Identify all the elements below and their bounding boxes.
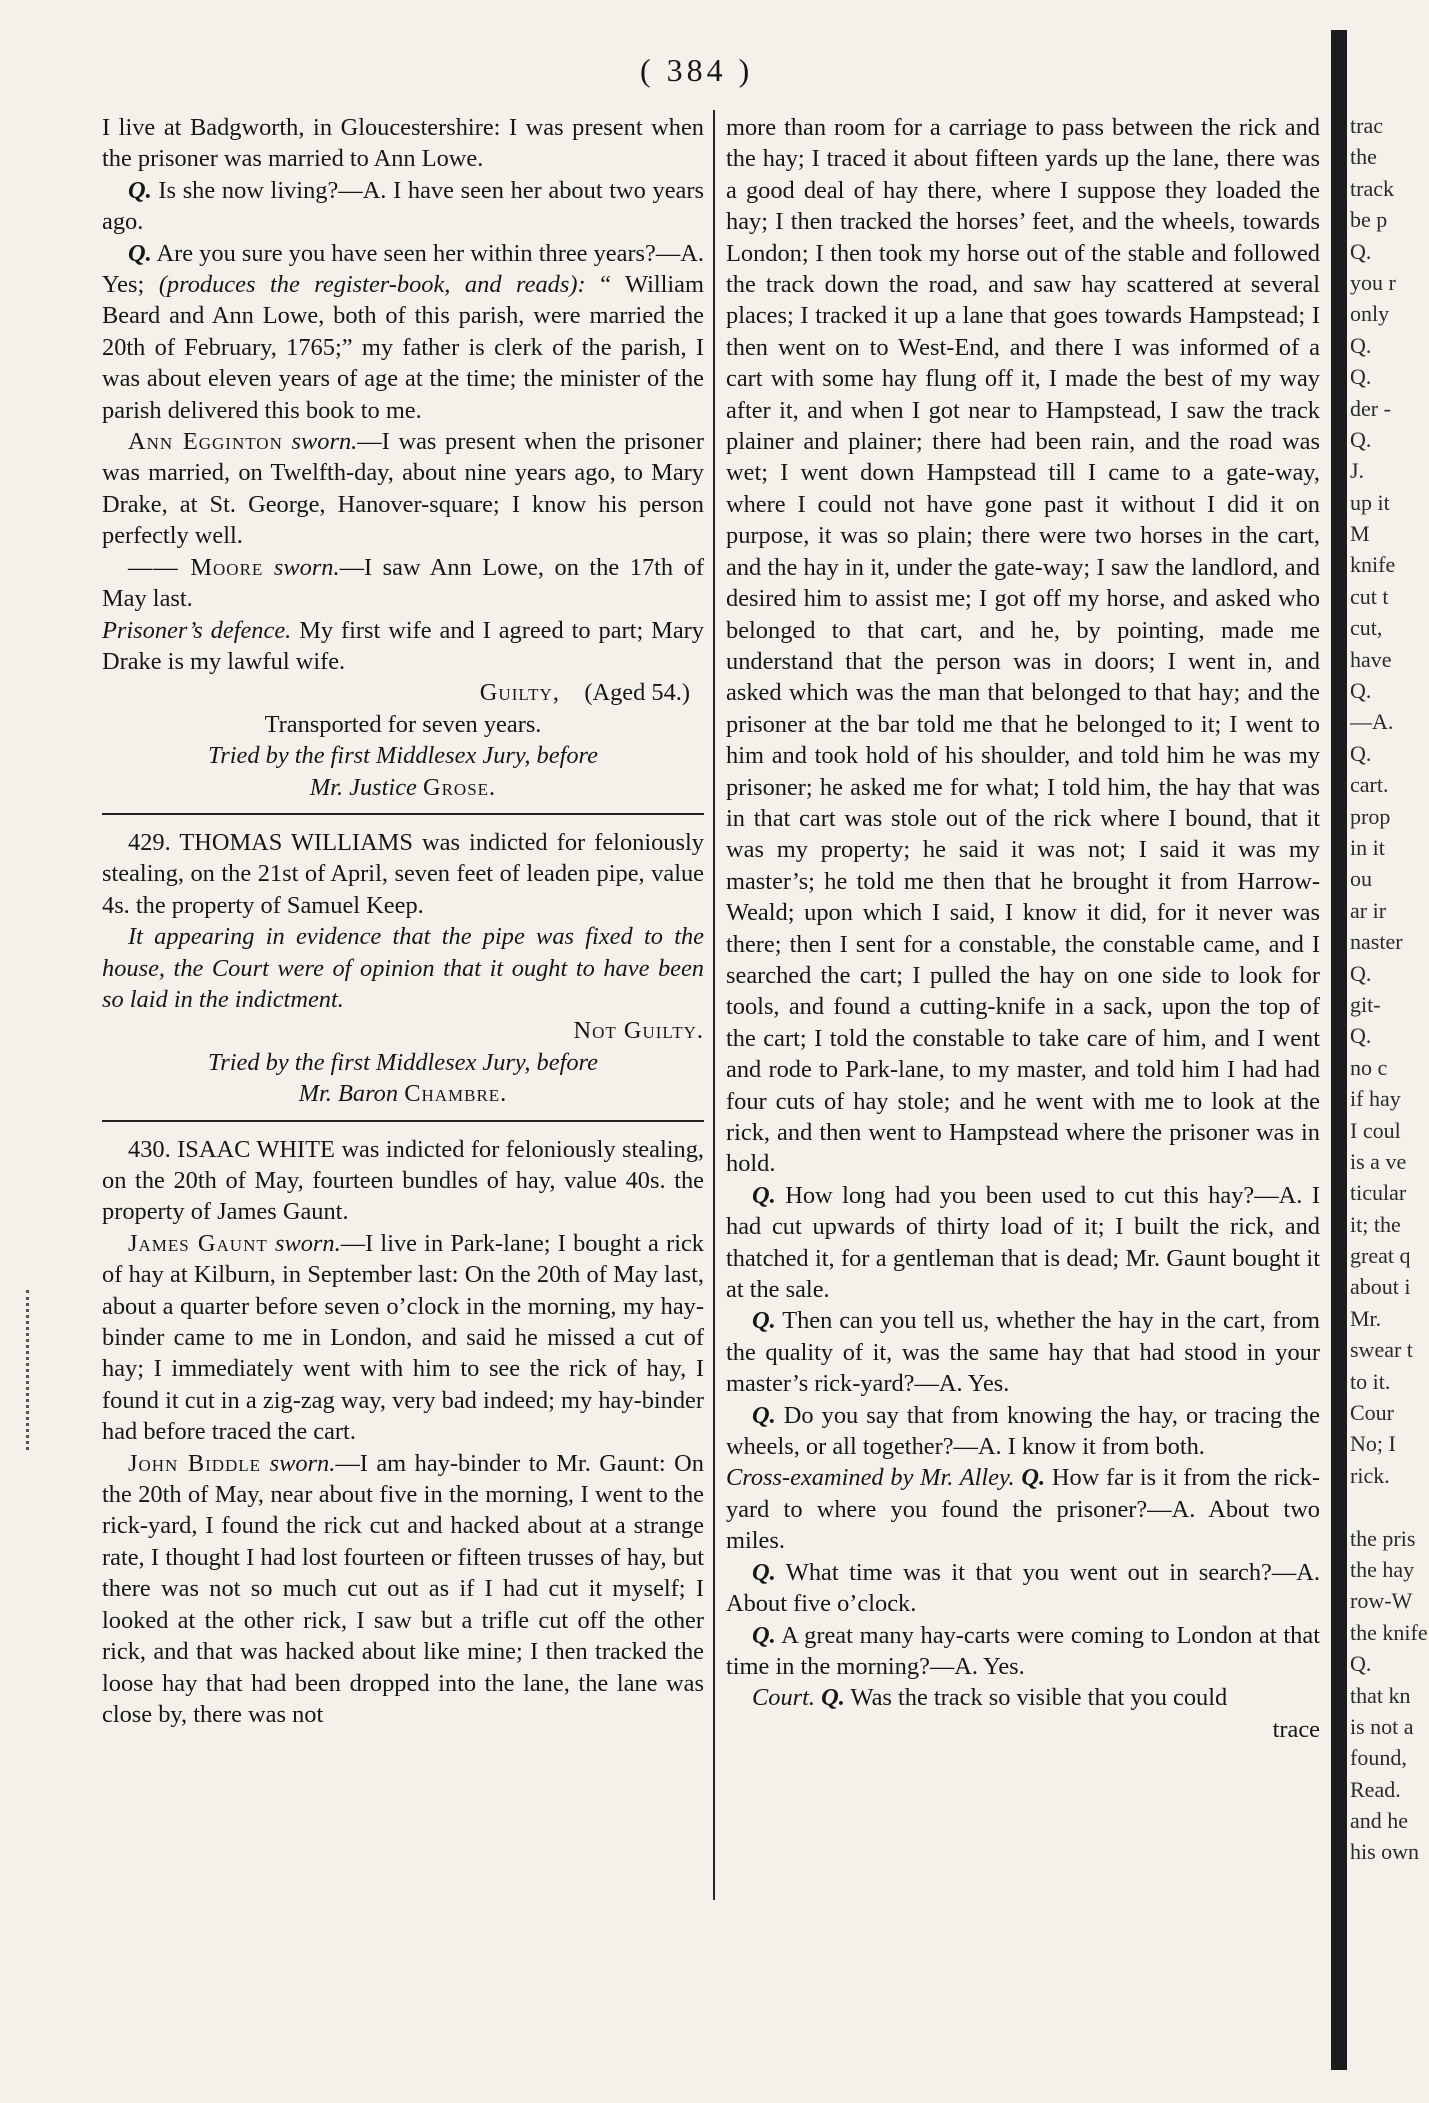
margin-marks bbox=[26, 1290, 35, 1450]
question-marker: Q. bbox=[128, 239, 152, 267]
question-text: How far is it from the rick-yard to where you found the prisoner?—A. About two miles. bbox=[726, 1464, 1321, 1555]
column-rule bbox=[713, 110, 715, 1900]
defence-paragraph bbox=[102, 615, 704, 678]
bleed-line: about i bbox=[1350, 1274, 1411, 1300]
cross-exam-label: Cross-examined by Mr. Alley. bbox=[726, 1464, 1015, 1492]
bleed-line: if hay bbox=[1350, 1086, 1401, 1112]
register-quote: “ William Beard and Ann Lowe, both of this parish, were married the 20th of February, 1765;” my father is clerk of the parish, I was about eleven years of age at the time; the minister of the parish delivered this book to me. bbox=[102, 271, 704, 424]
left-column bbox=[102, 112, 704, 1730]
question-text: A great many hay-carts were coming to London at that time in the morning?—A. Yes. bbox=[726, 1621, 1320, 1680]
question-text: Are you sure you have seen her within three years?—A. Yes; bbox=[102, 239, 704, 299]
question-marker: Q. bbox=[128, 176, 152, 204]
tried-by-line: Tried by the first Middlesex Jury, before bbox=[208, 742, 598, 770]
bleed-line: Q. bbox=[1350, 740, 1372, 766]
verdict-line bbox=[102, 1015, 704, 1046]
witness-name: Ann Egginton bbox=[128, 428, 283, 456]
court-label: Court. bbox=[752, 1684, 816, 1712]
case-divider bbox=[102, 1120, 704, 1122]
question-marker: Q. bbox=[752, 1401, 776, 1429]
bleed-line: have bbox=[1350, 646, 1392, 672]
witness-paragraph bbox=[102, 1228, 704, 1448]
judge-name: Grose. bbox=[422, 773, 497, 801]
case-number: 429. bbox=[128, 828, 171, 856]
bleed-line: naster bbox=[1350, 929, 1403, 955]
page-edge-shadow bbox=[1331, 30, 1347, 2070]
bleed-line: that kn bbox=[1350, 1682, 1411, 1708]
bleed-line: cut, bbox=[1350, 615, 1383, 641]
question-marker: Q. bbox=[752, 1307, 776, 1335]
bleed-line: Cour bbox=[1350, 1400, 1394, 1426]
bleed-line: der - bbox=[1350, 395, 1391, 421]
bleed-line: is a ve bbox=[1350, 1148, 1407, 1174]
question-text: Was the track so visible that you could bbox=[850, 1684, 1228, 1712]
bleed-line: the hay bbox=[1350, 1556, 1415, 1582]
court-question-paragraph bbox=[726, 1682, 1320, 1713]
question-marker: Q. bbox=[752, 1621, 776, 1649]
bleed-line: Q. bbox=[1350, 364, 1372, 390]
testimony-continued: more than room for a carriage to pass between the rick and the hay; I traced it about fifteen yards up the lane, there was a good deal of hay there, where I suppose they loaded the hay; I then tracked the horses’ feet, and the wheels, towards London; I then took my horse out of the stable and followed the track down the road, and saw hay scattered at several places; I tracked it up a lane that goes towards Hampstead; I then went on to West-End, and there I was informed of a cart with some hay flung off it, I made the best of my way after it, and when I got near to Hampstead, I saw the track plainer and plainer; there had been rain, and the road was wet; I went down Hampstead till I came to a gate-way, where I could not have gone past it without I did it on purpose, it was so plain; there were two horses in the cart, and the hay in it, under the gate-way; I saw the landlord, and desired him to assist me; I got off my horse, and asked who belonged to that cart, and he, by pointing, made me understand that the person was in doors; I went in, and asked which was the man that belonged to that hay; and the prisoner at the bar told me that he belonged to it; I went to him and took hold of his shoulder, and told him he was my prisoner; he asked me for what; I told him, the hay that was in that cart was stole out of the rick where I bound, that it was my property; he said it was not; I said it was my master’s; he told me then that he brought it from Harrow-Weald; upon which I said, I know it did, for it never was there; then I sent for a constable, the constable came, and I searched the cart; I pulled the hay on one side to look for tools, and found a cutting-knife in a sack, upon the top of the cart; I told the constable to take care of him, and I went and rode to Park-lane, to my master, and told him I had had four cuts of hay stole; and he went with me to look at the rick, and then went to Hampstead where the prisoner was in hold. bbox=[726, 114, 1320, 1178]
question-text: What time was it that you went out in search?—A. About five o’clock. bbox=[726, 1558, 1320, 1618]
witness-name: John Biddle bbox=[128, 1449, 262, 1477]
bleed-line: no c bbox=[1350, 1054, 1388, 1080]
bleed-line: and he bbox=[1350, 1808, 1409, 1834]
sworn-label: sworn. bbox=[269, 1449, 336, 1477]
witness-paragraph bbox=[102, 552, 704, 615]
bleed-line: —A. bbox=[1350, 709, 1394, 735]
bleed-line: Q. bbox=[1350, 1651, 1372, 1677]
verdict: Not Guilty. bbox=[573, 1017, 704, 1045]
defence-label: Prisoner’s defence. bbox=[102, 616, 292, 644]
judge-title: Mr. Justice bbox=[309, 773, 417, 801]
question-paragraph bbox=[102, 175, 704, 238]
bleed-line: M bbox=[1350, 521, 1370, 547]
question-paragraph bbox=[726, 1620, 1320, 1683]
bleed-line: Q. bbox=[1350, 960, 1372, 986]
witness-text: —I was present when the prisoner was married, on Twelfth-day, about nine years ago, to Mary Drake, at St. George, Hanover-square; I know his person perfectly well. bbox=[102, 428, 705, 550]
bleed-line: in it bbox=[1350, 834, 1385, 860]
witness-paragraph bbox=[102, 426, 704, 552]
bleed-line: I coul bbox=[1350, 1117, 1401, 1143]
bleed-line: git- bbox=[1350, 991, 1381, 1017]
judge-line bbox=[102, 772, 704, 803]
cross-exam-paragraph bbox=[726, 1462, 1320, 1556]
question-marker: Q. bbox=[752, 1181, 776, 1209]
judge-title: Mr. Baron bbox=[298, 1080, 399, 1108]
prisoner-age: (Aged 54.) bbox=[584, 679, 690, 707]
catchword: trace bbox=[1272, 1715, 1320, 1743]
sentence: Transported for seven years. bbox=[264, 710, 542, 738]
bleed-line: knife bbox=[1350, 552, 1396, 578]
bleed-line: Mr. bbox=[1350, 1305, 1382, 1331]
bleed-line: only bbox=[1350, 301, 1390, 327]
bleed-line: prop bbox=[1350, 803, 1391, 829]
witness-text: —I saw Ann Lowe, on the 17th of May last. bbox=[102, 553, 704, 613]
defence-text: My first wife and I agreed to part; Mary Drake is my lawful wife. bbox=[102, 616, 704, 675]
tried-by-line: Tried by the first Middlesex Jury, before bbox=[208, 1048, 598, 1076]
bleed-line: found, bbox=[1350, 1745, 1407, 1771]
question-paragraph bbox=[726, 1400, 1320, 1463]
verdict-line bbox=[102, 677, 704, 708]
judge-name: Chambre. bbox=[404, 1080, 508, 1108]
testimony-paragraph: I live at Badgworth, in Gloucestershire: I was present when the prisoner was married to Ann Lowe. bbox=[102, 114, 704, 173]
verdict: Guilty, bbox=[479, 679, 560, 707]
bleed-line: to it. bbox=[1350, 1368, 1391, 1394]
defendant-name: ISAAC WHITE bbox=[177, 1135, 335, 1163]
question-paragraph bbox=[102, 238, 704, 426]
bleed-line: be p bbox=[1350, 207, 1388, 233]
defendant-name: THOMAS WILLIAMS bbox=[179, 828, 413, 856]
sworn-label: sworn. bbox=[291, 428, 358, 456]
stage-direction: (produces the register-book, and reads): bbox=[158, 271, 586, 299]
bleed-line: ou bbox=[1350, 866, 1372, 892]
court-note: It appearing in evidence that the pipe was fixed to the house, the Court were of opinion that it ought to have been so laid in the indictment. bbox=[102, 923, 704, 1013]
judge-line bbox=[102, 1078, 704, 1109]
facing-page-bleed bbox=[1350, 110, 1429, 1868]
question-text: Then can you tell us, whether the hay in the cart, from the quality of it, was the same hay that had stood in your master’s rick-yard?—A. Yes. bbox=[726, 1307, 1320, 1398]
bleed-line: the bbox=[1350, 144, 1377, 170]
question-marker: Q. bbox=[1021, 1464, 1046, 1492]
case-number: 430. bbox=[128, 1135, 171, 1163]
bleed-line: ticular bbox=[1350, 1180, 1407, 1206]
bleed-line: Q. bbox=[1350, 332, 1372, 358]
witness-text: —I am hay-binder to Mr. Gaunt: On the 20th of May, near about five in the morning, I went to the rick-yard, I found the rick cut and hacked about at a strange rate, I thought I had lost fourteen or fifteen trusses of hay, but there was not so much cut out as if I had cut it myself; I looked at the other rick, I saw but a trifle cut off the other rick, and that was hacked about like mine; I then tracked the loose hay that had been dropped into the lane, the lane was close by, there was not bbox=[102, 1449, 704, 1728]
bleed-line: the pris bbox=[1350, 1525, 1416, 1551]
bleed-line: great q bbox=[1350, 1243, 1411, 1269]
question-paragraph bbox=[726, 1180, 1320, 1306]
bleed-line: J. bbox=[1350, 458, 1365, 484]
bleed-line: up it bbox=[1350, 489, 1390, 515]
case-heading-429 bbox=[102, 827, 704, 921]
bleed-line: Q. bbox=[1350, 426, 1372, 452]
bleed-line: No; I bbox=[1350, 1431, 1396, 1457]
bleed-line: swear t bbox=[1350, 1337, 1413, 1363]
page-number: ( 384 ) bbox=[640, 52, 754, 88]
bleed-line: is not a bbox=[1350, 1713, 1414, 1739]
witness-paragraph bbox=[102, 1448, 704, 1731]
witness-name: —— Moore bbox=[128, 553, 264, 581]
question-marker: Q. bbox=[821, 1684, 845, 1712]
bleed-line: you r bbox=[1350, 269, 1396, 295]
bleed-line: trac bbox=[1350, 113, 1383, 138]
bleed-line: Read. bbox=[1350, 1776, 1401, 1802]
right-column bbox=[726, 112, 1320, 1745]
question-paragraph bbox=[726, 1557, 1320, 1620]
bleed-line: ar ir bbox=[1350, 897, 1387, 923]
question-text: Is she now living?—A. I have seen her about two years ago. bbox=[102, 176, 704, 236]
bleed-line: his own bbox=[1350, 1839, 1420, 1865]
case-divider bbox=[102, 813, 704, 815]
bleed-line: track bbox=[1350, 175, 1394, 201]
sworn-label: sworn. bbox=[274, 1229, 341, 1257]
bleed-line: it; the bbox=[1350, 1211, 1401, 1237]
indictment-text: was indicted for feloniously stealing, on the 21st of April, seven feet of leaden pipe, value 4s. the property of Samuel Keep. bbox=[102, 828, 704, 919]
indictment-text: was indicted for feloniously stealing, on the 20th of May, fourteen bundles of hay, value 40s. the property of James Gaunt. bbox=[102, 1135, 704, 1226]
question-text: Do you say that from knowing the hay, or tracing the wheels, or all together?—A. I know it from both. bbox=[726, 1401, 1320, 1461]
witness-text: —I live in Park-lane; I bought a rick of hay at Kilburn, in September last: On the 20th of May last, about a quarter before seven o’clock in the morning, my hay-binder came to me in London, and said he missed a cut of hay; I immediately went with him to see the rick of hay, I found it cut in a zig-zag way, very bad indeed; my hay-binder had before traced the cart. bbox=[102, 1229, 704, 1446]
bleed-line: cart. bbox=[1350, 772, 1389, 798]
question-marker: Q. bbox=[752, 1558, 776, 1586]
sworn-label: sworn. bbox=[273, 553, 340, 581]
bleed-line: the knife bbox=[1350, 1619, 1428, 1645]
bleed-line: cut t bbox=[1350, 583, 1389, 609]
case-heading-430 bbox=[102, 1134, 704, 1228]
bleed-line: Q. bbox=[1350, 1023, 1372, 1049]
bleed-line: row-W bbox=[1350, 1588, 1413, 1614]
bleed-line bbox=[1350, 1491, 1429, 1522]
bleed-line: Q. bbox=[1350, 678, 1372, 704]
bleed-line: rick. bbox=[1350, 1462, 1390, 1488]
bleed-line: Q. bbox=[1350, 238, 1372, 264]
question-text: How long had you been used to cut this hay?—A. I had cut upwards of thirty load of it; I built the rick, and thatched it, for a gentleman that is dead; Mr. Gaunt bought it at the sale. bbox=[726, 1181, 1320, 1304]
witness-name: James Gaunt bbox=[128, 1229, 268, 1257]
question-paragraph bbox=[726, 1305, 1320, 1399]
